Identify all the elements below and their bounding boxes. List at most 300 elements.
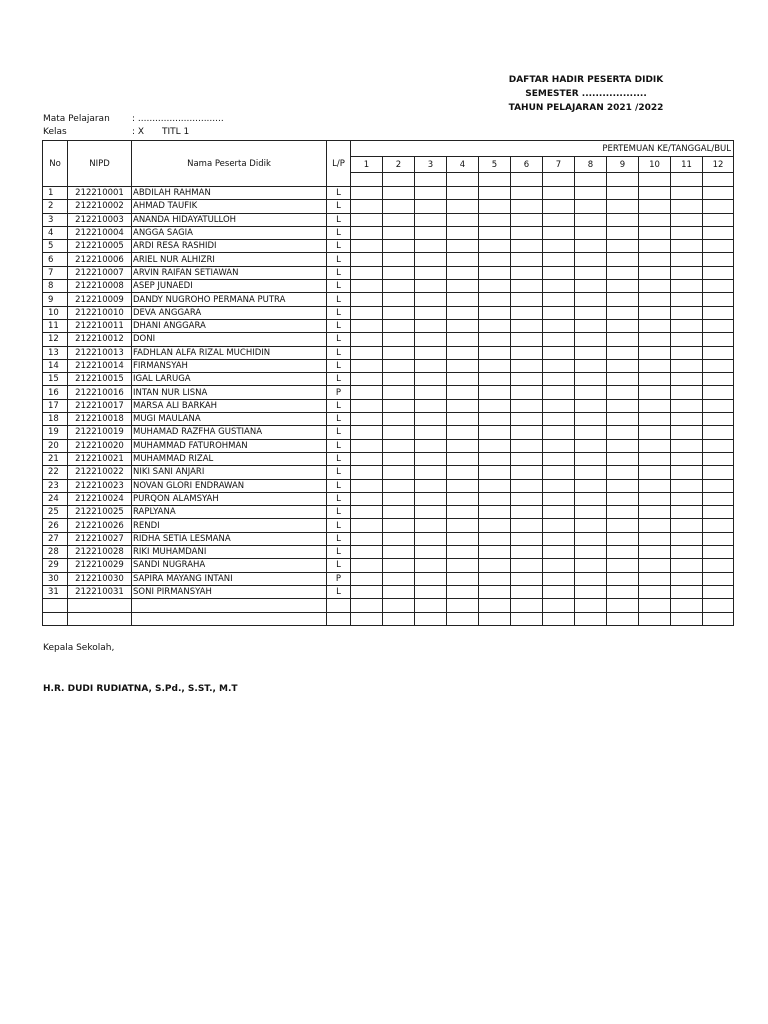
attendance-cell[interactable] bbox=[575, 439, 607, 452]
attendance-cell[interactable] bbox=[543, 466, 575, 479]
attendance-cell[interactable] bbox=[639, 452, 671, 465]
attendance-cell[interactable] bbox=[607, 572, 639, 585]
attendance-cell[interactable] bbox=[543, 399, 575, 412]
attendance-cell[interactable] bbox=[575, 559, 607, 572]
attendance-cell[interactable] bbox=[639, 253, 671, 266]
attendance-cell[interactable] bbox=[383, 319, 415, 332]
attendance-cell[interactable] bbox=[703, 213, 734, 226]
attendance-cell[interactable] bbox=[415, 346, 447, 359]
attendance-cell[interactable] bbox=[607, 479, 639, 492]
empty-cell[interactable] bbox=[447, 599, 479, 612]
attendance-cell[interactable] bbox=[543, 333, 575, 346]
attendance-cell[interactable] bbox=[415, 359, 447, 372]
attendance-cell[interactable] bbox=[703, 519, 734, 532]
attendance-cell[interactable] bbox=[383, 546, 415, 559]
attendance-cell[interactable] bbox=[351, 506, 383, 519]
attendance-cell[interactable] bbox=[607, 492, 639, 505]
attendance-cell[interactable] bbox=[639, 240, 671, 253]
attendance-cell[interactable] bbox=[543, 280, 575, 293]
attendance-cell[interactable] bbox=[351, 439, 383, 452]
attendance-cell[interactable] bbox=[351, 492, 383, 505]
attendance-cell[interactable] bbox=[543, 585, 575, 598]
attendance-cell[interactable] bbox=[351, 585, 383, 598]
attendance-cell[interactable] bbox=[415, 266, 447, 279]
attendance-cell[interactable] bbox=[575, 293, 607, 306]
attendance-cell[interactable] bbox=[639, 266, 671, 279]
attendance-cell[interactable] bbox=[607, 426, 639, 439]
attendance-cell[interactable] bbox=[479, 266, 511, 279]
attendance-cell[interactable] bbox=[447, 293, 479, 306]
attendance-cell[interactable] bbox=[351, 399, 383, 412]
attendance-cell[interactable] bbox=[575, 532, 607, 545]
empty-cell[interactable] bbox=[575, 612, 607, 625]
attendance-cell[interactable] bbox=[639, 213, 671, 226]
attendance-cell[interactable] bbox=[703, 559, 734, 572]
attendance-cell[interactable] bbox=[479, 519, 511, 532]
attendance-cell[interactable] bbox=[543, 386, 575, 399]
attendance-cell[interactable] bbox=[671, 399, 703, 412]
attendance-cell[interactable] bbox=[575, 346, 607, 359]
empty-cell[interactable] bbox=[607, 599, 639, 612]
attendance-cell[interactable] bbox=[703, 532, 734, 545]
attendance-cell[interactable] bbox=[415, 452, 447, 465]
attendance-cell[interactable] bbox=[543, 413, 575, 426]
attendance-cell[interactable] bbox=[447, 200, 479, 213]
attendance-cell[interactable] bbox=[543, 200, 575, 213]
empty-cell[interactable] bbox=[351, 612, 383, 625]
attendance-cell[interactable] bbox=[639, 359, 671, 372]
attendance-cell[interactable] bbox=[703, 492, 734, 505]
attendance-cell[interactable] bbox=[671, 506, 703, 519]
attendance-cell[interactable] bbox=[415, 426, 447, 439]
attendance-cell[interactable] bbox=[479, 226, 511, 239]
attendance-cell[interactable] bbox=[383, 200, 415, 213]
attendance-cell[interactable] bbox=[575, 466, 607, 479]
attendance-cell[interactable] bbox=[447, 452, 479, 465]
attendance-cell[interactable] bbox=[479, 572, 511, 585]
attendance-cell[interactable] bbox=[479, 187, 511, 200]
attendance-cell[interactable] bbox=[479, 399, 511, 412]
attendance-cell[interactable] bbox=[479, 200, 511, 213]
attendance-cell[interactable] bbox=[543, 319, 575, 332]
attendance-cell[interactable] bbox=[607, 226, 639, 239]
attendance-cell[interactable] bbox=[671, 479, 703, 492]
attendance-cell[interactable] bbox=[639, 226, 671, 239]
attendance-cell[interactable] bbox=[639, 306, 671, 319]
attendance-cell[interactable] bbox=[543, 532, 575, 545]
attendance-cell[interactable] bbox=[607, 373, 639, 386]
attendance-cell[interactable] bbox=[351, 546, 383, 559]
attendance-cell[interactable] bbox=[447, 413, 479, 426]
attendance-cell[interactable] bbox=[479, 413, 511, 426]
attendance-cell[interactable] bbox=[575, 280, 607, 293]
attendance-cell[interactable] bbox=[607, 280, 639, 293]
attendance-cell[interactable] bbox=[383, 293, 415, 306]
attendance-cell[interactable] bbox=[575, 253, 607, 266]
attendance-cell[interactable] bbox=[671, 466, 703, 479]
attendance-cell[interactable] bbox=[351, 466, 383, 479]
attendance-cell[interactable] bbox=[383, 359, 415, 372]
attendance-cell[interactable] bbox=[511, 532, 543, 545]
attendance-cell[interactable] bbox=[703, 452, 734, 465]
attendance-cell[interactable] bbox=[639, 572, 671, 585]
attendance-cell[interactable] bbox=[575, 373, 607, 386]
empty-cell[interactable] bbox=[511, 599, 543, 612]
empty-cell[interactable] bbox=[543, 599, 575, 612]
attendance-cell[interactable] bbox=[447, 546, 479, 559]
attendance-cell[interactable] bbox=[415, 293, 447, 306]
attendance-cell[interactable] bbox=[351, 346, 383, 359]
attendance-cell[interactable] bbox=[543, 240, 575, 253]
attendance-cell[interactable] bbox=[351, 319, 383, 332]
attendance-cell[interactable] bbox=[703, 413, 734, 426]
attendance-cell[interactable] bbox=[703, 439, 734, 452]
empty-cell[interactable] bbox=[703, 612, 734, 625]
attendance-cell[interactable] bbox=[703, 466, 734, 479]
attendance-cell[interactable] bbox=[543, 439, 575, 452]
attendance-cell[interactable] bbox=[703, 426, 734, 439]
attendance-cell[interactable] bbox=[703, 399, 734, 412]
attendance-cell[interactable] bbox=[607, 399, 639, 412]
attendance-cell[interactable] bbox=[479, 359, 511, 372]
attendance-cell[interactable] bbox=[415, 200, 447, 213]
attendance-cell[interactable] bbox=[607, 519, 639, 532]
attendance-cell[interactable] bbox=[351, 253, 383, 266]
attendance-cell[interactable] bbox=[607, 559, 639, 572]
attendance-cell[interactable] bbox=[671, 226, 703, 239]
attendance-cell[interactable] bbox=[351, 413, 383, 426]
attendance-cell[interactable] bbox=[671, 532, 703, 545]
attendance-cell[interactable] bbox=[607, 359, 639, 372]
attendance-cell[interactable] bbox=[639, 200, 671, 213]
attendance-cell[interactable] bbox=[447, 373, 479, 386]
attendance-cell[interactable] bbox=[543, 253, 575, 266]
attendance-cell[interactable] bbox=[543, 187, 575, 200]
attendance-cell[interactable] bbox=[703, 200, 734, 213]
attendance-cell[interactable] bbox=[383, 506, 415, 519]
attendance-cell[interactable] bbox=[351, 200, 383, 213]
attendance-cell[interactable] bbox=[575, 226, 607, 239]
attendance-cell[interactable] bbox=[479, 346, 511, 359]
attendance-cell[interactable] bbox=[511, 519, 543, 532]
attendance-cell[interactable] bbox=[511, 386, 543, 399]
attendance-cell[interactable] bbox=[383, 253, 415, 266]
attendance-cell[interactable] bbox=[607, 346, 639, 359]
attendance-cell[interactable] bbox=[607, 293, 639, 306]
attendance-cell[interactable] bbox=[415, 466, 447, 479]
attendance-cell[interactable] bbox=[383, 519, 415, 532]
attendance-cell[interactable] bbox=[415, 253, 447, 266]
attendance-cell[interactable] bbox=[351, 333, 383, 346]
empty-cell[interactable] bbox=[607, 612, 639, 625]
attendance-cell[interactable] bbox=[383, 559, 415, 572]
attendance-cell[interactable] bbox=[511, 492, 543, 505]
attendance-cell[interactable] bbox=[671, 386, 703, 399]
attendance-cell[interactable] bbox=[415, 213, 447, 226]
attendance-cell[interactable] bbox=[511, 359, 543, 372]
attendance-cell[interactable] bbox=[383, 280, 415, 293]
attendance-cell[interactable] bbox=[543, 306, 575, 319]
attendance-cell[interactable] bbox=[639, 319, 671, 332]
attendance-cell[interactable] bbox=[671, 200, 703, 213]
attendance-cell[interactable] bbox=[607, 466, 639, 479]
empty-cell[interactable] bbox=[479, 599, 511, 612]
attendance-cell[interactable] bbox=[479, 213, 511, 226]
attendance-cell[interactable] bbox=[511, 253, 543, 266]
attendance-cell[interactable] bbox=[703, 572, 734, 585]
attendance-cell[interactable] bbox=[543, 559, 575, 572]
attendance-cell[interactable] bbox=[447, 585, 479, 598]
attendance-cell[interactable] bbox=[479, 452, 511, 465]
attendance-cell[interactable] bbox=[351, 452, 383, 465]
attendance-cell[interactable] bbox=[607, 253, 639, 266]
attendance-cell[interactable] bbox=[543, 266, 575, 279]
attendance-cell[interactable] bbox=[351, 306, 383, 319]
attendance-cell[interactable] bbox=[511, 546, 543, 559]
attendance-cell[interactable] bbox=[575, 585, 607, 598]
empty-cell[interactable] bbox=[639, 599, 671, 612]
attendance-cell[interactable] bbox=[415, 506, 447, 519]
attendance-cell[interactable] bbox=[639, 506, 671, 519]
attendance-cell[interactable] bbox=[447, 519, 479, 532]
attendance-cell[interactable] bbox=[575, 479, 607, 492]
attendance-cell[interactable] bbox=[639, 559, 671, 572]
attendance-cell[interactable] bbox=[639, 346, 671, 359]
attendance-cell[interactable] bbox=[511, 506, 543, 519]
attendance-cell[interactable] bbox=[575, 213, 607, 226]
attendance-cell[interactable] bbox=[575, 187, 607, 200]
attendance-cell[interactable] bbox=[639, 426, 671, 439]
attendance-cell[interactable] bbox=[383, 266, 415, 279]
attendance-cell[interactable] bbox=[351, 559, 383, 572]
empty-cell[interactable] bbox=[639, 612, 671, 625]
attendance-cell[interactable] bbox=[671, 439, 703, 452]
attendance-cell[interactable] bbox=[703, 240, 734, 253]
attendance-cell[interactable] bbox=[351, 280, 383, 293]
attendance-cell[interactable] bbox=[447, 466, 479, 479]
empty-cell[interactable] bbox=[575, 599, 607, 612]
attendance-cell[interactable] bbox=[543, 359, 575, 372]
attendance-cell[interactable] bbox=[447, 386, 479, 399]
attendance-cell[interactable] bbox=[575, 386, 607, 399]
attendance-cell[interactable] bbox=[511, 200, 543, 213]
attendance-cell[interactable] bbox=[479, 466, 511, 479]
attendance-cell[interactable] bbox=[703, 506, 734, 519]
attendance-cell[interactable] bbox=[383, 452, 415, 465]
attendance-cell[interactable] bbox=[447, 333, 479, 346]
attendance-cell[interactable] bbox=[671, 253, 703, 266]
attendance-cell[interactable] bbox=[575, 200, 607, 213]
attendance-cell[interactable] bbox=[511, 479, 543, 492]
attendance-cell[interactable] bbox=[607, 439, 639, 452]
attendance-cell[interactable] bbox=[671, 546, 703, 559]
attendance-cell[interactable] bbox=[703, 479, 734, 492]
attendance-cell[interactable] bbox=[543, 519, 575, 532]
attendance-cell[interactable] bbox=[383, 585, 415, 598]
attendance-cell[interactable] bbox=[543, 426, 575, 439]
attendance-cell[interactable] bbox=[607, 187, 639, 200]
attendance-cell[interactable] bbox=[575, 333, 607, 346]
attendance-cell[interactable] bbox=[447, 399, 479, 412]
attendance-cell[interactable] bbox=[415, 386, 447, 399]
attendance-cell[interactable] bbox=[671, 373, 703, 386]
attendance-cell[interactable] bbox=[383, 373, 415, 386]
attendance-cell[interactable] bbox=[543, 213, 575, 226]
attendance-cell[interactable] bbox=[511, 399, 543, 412]
attendance-cell[interactable] bbox=[415, 240, 447, 253]
attendance-cell[interactable] bbox=[479, 439, 511, 452]
empty-cell[interactable] bbox=[703, 599, 734, 612]
attendance-cell[interactable] bbox=[479, 532, 511, 545]
attendance-cell[interactable] bbox=[511, 559, 543, 572]
attendance-cell[interactable] bbox=[575, 519, 607, 532]
attendance-cell[interactable] bbox=[703, 306, 734, 319]
attendance-cell[interactable] bbox=[511, 572, 543, 585]
attendance-cell[interactable] bbox=[607, 546, 639, 559]
attendance-cell[interactable] bbox=[607, 333, 639, 346]
attendance-cell[interactable] bbox=[607, 506, 639, 519]
attendance-cell[interactable] bbox=[671, 293, 703, 306]
attendance-cell[interactable] bbox=[415, 532, 447, 545]
attendance-cell[interactable] bbox=[479, 280, 511, 293]
attendance-cell[interactable] bbox=[543, 346, 575, 359]
attendance-cell[interactable] bbox=[479, 546, 511, 559]
attendance-cell[interactable] bbox=[575, 506, 607, 519]
attendance-cell[interactable] bbox=[479, 319, 511, 332]
empty-cell[interactable] bbox=[479, 612, 511, 625]
attendance-cell[interactable] bbox=[671, 559, 703, 572]
attendance-cell[interactable] bbox=[351, 359, 383, 372]
empty-cell[interactable] bbox=[671, 599, 703, 612]
attendance-cell[interactable] bbox=[703, 359, 734, 372]
attendance-cell[interactable] bbox=[703, 266, 734, 279]
attendance-cell[interactable] bbox=[703, 253, 734, 266]
attendance-cell[interactable] bbox=[575, 426, 607, 439]
attendance-cell[interactable] bbox=[479, 386, 511, 399]
attendance-cell[interactable] bbox=[447, 532, 479, 545]
attendance-cell[interactable] bbox=[511, 306, 543, 319]
attendance-cell[interactable] bbox=[447, 359, 479, 372]
attendance-cell[interactable] bbox=[415, 492, 447, 505]
attendance-cell[interactable] bbox=[575, 359, 607, 372]
attendance-cell[interactable] bbox=[415, 373, 447, 386]
empty-cell[interactable] bbox=[383, 599, 415, 612]
attendance-cell[interactable] bbox=[639, 479, 671, 492]
attendance-cell[interactable] bbox=[415, 306, 447, 319]
attendance-cell[interactable] bbox=[383, 413, 415, 426]
attendance-cell[interactable] bbox=[447, 559, 479, 572]
attendance-cell[interactable] bbox=[351, 226, 383, 239]
attendance-cell[interactable] bbox=[543, 373, 575, 386]
attendance-cell[interactable] bbox=[607, 266, 639, 279]
attendance-cell[interactable] bbox=[383, 213, 415, 226]
attendance-cell[interactable] bbox=[607, 240, 639, 253]
attendance-cell[interactable] bbox=[671, 359, 703, 372]
attendance-cell[interactable] bbox=[383, 333, 415, 346]
attendance-cell[interactable] bbox=[479, 306, 511, 319]
attendance-cell[interactable] bbox=[511, 187, 543, 200]
attendance-cell[interactable] bbox=[511, 319, 543, 332]
attendance-cell[interactable] bbox=[639, 532, 671, 545]
attendance-cell[interactable] bbox=[351, 187, 383, 200]
attendance-cell[interactable] bbox=[447, 266, 479, 279]
attendance-cell[interactable] bbox=[543, 572, 575, 585]
attendance-cell[interactable] bbox=[383, 479, 415, 492]
empty-cell[interactable] bbox=[351, 599, 383, 612]
attendance-cell[interactable] bbox=[479, 559, 511, 572]
attendance-cell[interactable] bbox=[479, 293, 511, 306]
attendance-cell[interactable] bbox=[415, 559, 447, 572]
attendance-cell[interactable] bbox=[383, 226, 415, 239]
attendance-cell[interactable] bbox=[703, 333, 734, 346]
empty-cell[interactable] bbox=[543, 612, 575, 625]
attendance-cell[interactable] bbox=[447, 226, 479, 239]
attendance-cell[interactable] bbox=[351, 479, 383, 492]
attendance-cell[interactable] bbox=[511, 373, 543, 386]
attendance-cell[interactable] bbox=[639, 293, 671, 306]
empty-cell[interactable] bbox=[415, 599, 447, 612]
attendance-cell[interactable] bbox=[415, 333, 447, 346]
attendance-cell[interactable] bbox=[511, 280, 543, 293]
attendance-cell[interactable] bbox=[383, 306, 415, 319]
attendance-cell[interactable] bbox=[543, 506, 575, 519]
attendance-cell[interactable] bbox=[447, 492, 479, 505]
attendance-cell[interactable] bbox=[351, 213, 383, 226]
attendance-cell[interactable] bbox=[351, 266, 383, 279]
attendance-cell[interactable] bbox=[447, 346, 479, 359]
attendance-cell[interactable] bbox=[639, 466, 671, 479]
attendance-cell[interactable] bbox=[543, 226, 575, 239]
attendance-cell[interactable] bbox=[671, 266, 703, 279]
attendance-cell[interactable] bbox=[447, 253, 479, 266]
attendance-cell[interactable] bbox=[383, 386, 415, 399]
attendance-cell[interactable] bbox=[351, 386, 383, 399]
attendance-cell[interactable] bbox=[447, 306, 479, 319]
attendance-cell[interactable] bbox=[703, 293, 734, 306]
attendance-cell[interactable] bbox=[575, 399, 607, 412]
attendance-cell[interactable] bbox=[447, 240, 479, 253]
attendance-cell[interactable] bbox=[511, 413, 543, 426]
attendance-cell[interactable] bbox=[479, 240, 511, 253]
attendance-cell[interactable] bbox=[703, 346, 734, 359]
attendance-cell[interactable] bbox=[351, 532, 383, 545]
attendance-cell[interactable] bbox=[479, 373, 511, 386]
attendance-cell[interactable] bbox=[479, 426, 511, 439]
attendance-cell[interactable] bbox=[639, 585, 671, 598]
attendance-cell[interactable] bbox=[415, 439, 447, 452]
attendance-cell[interactable] bbox=[351, 519, 383, 532]
attendance-cell[interactable] bbox=[415, 413, 447, 426]
attendance-cell[interactable] bbox=[511, 226, 543, 239]
attendance-cell[interactable] bbox=[543, 293, 575, 306]
attendance-cell[interactable] bbox=[607, 200, 639, 213]
attendance-cell[interactable] bbox=[511, 346, 543, 359]
attendance-cell[interactable] bbox=[415, 519, 447, 532]
attendance-cell[interactable] bbox=[351, 240, 383, 253]
attendance-cell[interactable] bbox=[383, 532, 415, 545]
attendance-cell[interactable] bbox=[447, 187, 479, 200]
attendance-cell[interactable] bbox=[607, 413, 639, 426]
attendance-cell[interactable] bbox=[607, 213, 639, 226]
attendance-cell[interactable] bbox=[447, 506, 479, 519]
attendance-cell[interactable] bbox=[639, 413, 671, 426]
attendance-cell[interactable] bbox=[415, 280, 447, 293]
attendance-cell[interactable] bbox=[575, 492, 607, 505]
attendance-cell[interactable] bbox=[575, 546, 607, 559]
attendance-cell[interactable] bbox=[447, 280, 479, 293]
attendance-cell[interactable] bbox=[383, 240, 415, 253]
attendance-cell[interactable] bbox=[575, 306, 607, 319]
